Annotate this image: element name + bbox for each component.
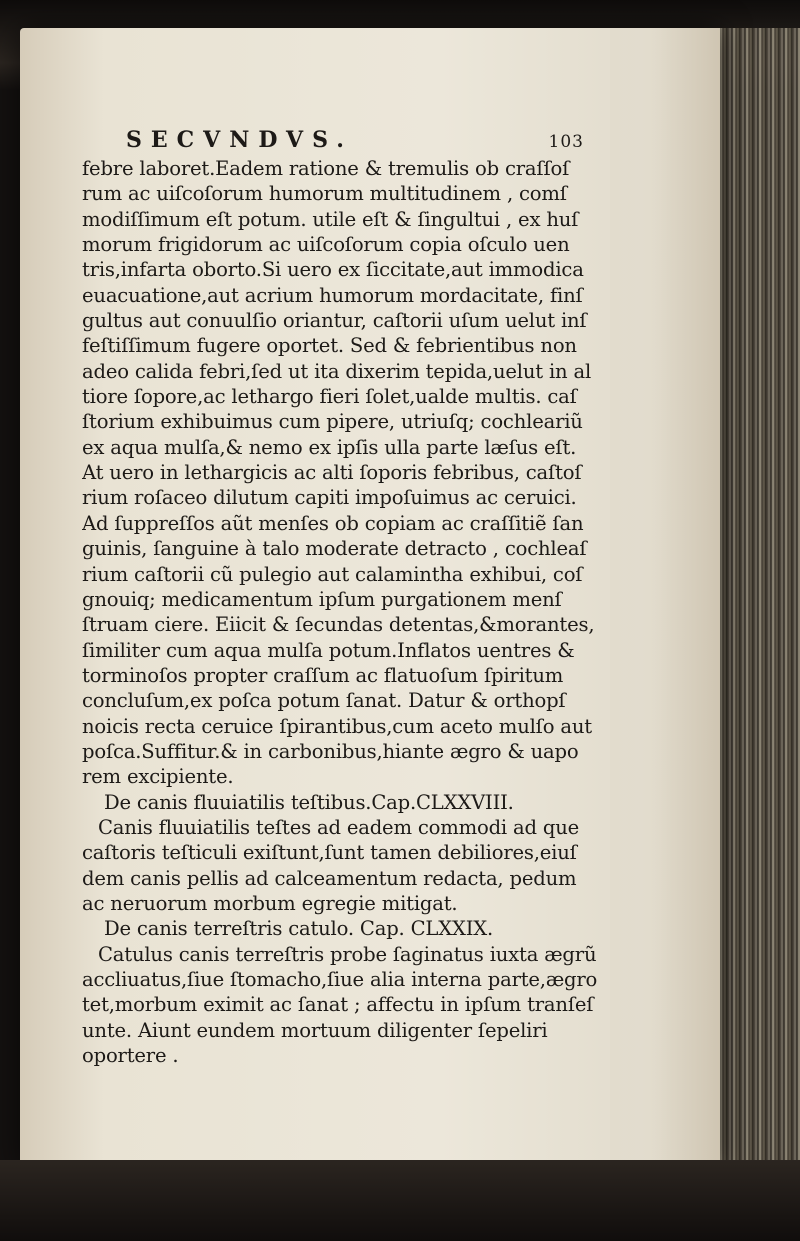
text-line: caſtoris teſticuli exiſtunt,ſunt tamen debiliores,eiuſ: [82, 841, 577, 865]
text-line: guinis, ſanguine à talo moderate detracto , cochleaſ: [82, 537, 587, 561]
text-line: rium roſaceo dilutum capiti impoſuimus ac ceruici.: [82, 486, 577, 510]
text-line: rium caſtorii cũ pulegio aut calamintha exhibui, coſ: [82, 562, 583, 586]
text-line: rem excipiente.: [82, 765, 234, 789]
text-line: concluſum,ex poſca potum ſanat. Datur & orthopſ: [82, 689, 566, 713]
text-line: unte. Aiunt eundem mortuum diligenter ſepeliri: [82, 1018, 548, 1042]
text-line: ac neruorum morbum egregie mitigat.: [82, 891, 458, 915]
text-line: gnouiq; medicamentum ipſum purgationem menſ: [82, 587, 562, 611]
text-line: tet,morbum eximit ac ſanat ; affectu in ipſum tranſeſ: [82, 993, 594, 1017]
text-line: tris,infarta oborto.Si uero ex ſiccitate,aut immodica: [82, 258, 584, 282]
text-line: adeo calida febri,ſed ut ita dixerim tepida,uelut in al: [82, 359, 592, 383]
text-line: feſtiſſimum fugere oportet. Sed & febrientibus non: [82, 334, 577, 358]
gutter-fade: [610, 28, 670, 1178]
text-line: oportere .: [82, 1044, 179, 1068]
text-line: febre laboret.Eadem ratione & tremulis ob craſſoſ: [82, 157, 570, 180]
text-line: gultus aut conuulſio oriantur, caſtorii uſum uelut inſ: [82, 309, 587, 333]
bottom-shadow: [0, 1160, 800, 1241]
text-line: At uero in lethargicis ac alti ſoporis febribus, caſtoſ: [82, 461, 582, 485]
chapter-heading: De canis terreſtris catulo. Cap. CLXXIX.: [104, 917, 494, 941]
text-line: Canis fluuiatilis teſtes ad eadem commodi ad que: [98, 815, 580, 839]
running-head: SECVNDVS.: [126, 127, 353, 153]
text-line: modiſſimum eſt potum. utile eſt & ſingultui , ex huſ: [82, 207, 579, 231]
text-line: ex aqua mulſa,& nemo ex ipſis ulla parte læſus eſt.: [82, 435, 577, 459]
text-line: morum frigidorum ac uiſcoſorum copia oſculo uen: [82, 233, 570, 257]
page-header: [82, 128, 602, 154]
chapter-heading: De canis fluuiatilis teſtibus.Cap.CLXXVIII.: [104, 790, 514, 814]
text-line: ſimiliter cum aqua mulſa potum.Inflatos uentres &: [82, 638, 575, 662]
page-number: 103: [548, 132, 584, 152]
text-lines: [82, 156, 602, 1068]
text-line: rum ac uiſcoſorum humorum multitudinem , comſ: [82, 182, 567, 206]
text-line: euacuatione,aut acrium humorum mordacitate, finſ: [82, 283, 583, 307]
text-line: poſca.Suffitur.& in carbonibus,hiante ægro & uapo: [82, 739, 579, 763]
text-line: torminoſos propter craſſum ac flatuoſum ſpiritum: [82, 663, 564, 687]
text-line: Ad ſuppreſſos aũt menſes ob copiam ac craſſitiẽ ſan: [82, 511, 584, 535]
text-line: dem canis pellis ad calceamentum redacta, pedum: [82, 866, 577, 890]
text-line: ſtruam ciere. Eiicit & ſecundas detentas,&morantes,: [82, 613, 595, 637]
text-line: tiore ſopore,ac lethargo fieri ſolet,ualde multis. caſ: [82, 385, 577, 409]
text-line: Catulus canis terreſtris probe ſaginatus iuxta ægrũ: [98, 942, 597, 966]
text-line: ſtorium exhibuimus cum pipere, utriuſq; cochleariũ: [82, 410, 583, 434]
text-line: accliuatus,ſiue ſtomacho,ſiue alia interna parte,ægro: [82, 968, 598, 991]
text-line: noicis recta ceruice ſpirantibus,cum aceto mulſo aut: [82, 714, 592, 738]
page-text: [82, 128, 602, 1068]
